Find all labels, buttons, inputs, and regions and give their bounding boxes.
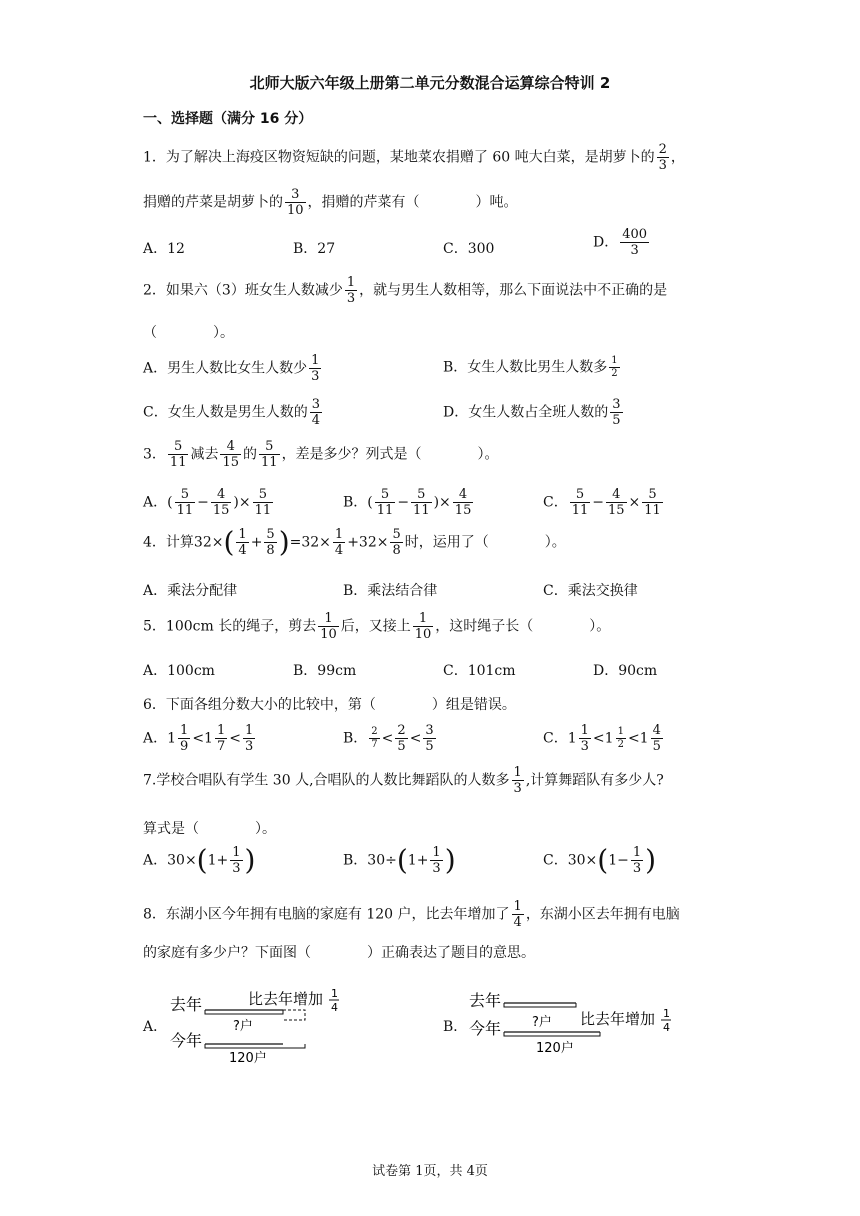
q5-option-c[interactable]: C．101cm	[443, 663, 516, 679]
label-120: 120户	[229, 1051, 267, 1066]
q1-fraction2: $\frac{3}{10}$	[287, 187, 304, 218]
label-last-year: 去年	[469, 991, 502, 1010]
q1-text: 1．为了解决上海疫区物资短缺的问题，某地菜农捐赠了 60 吨大白菜，是胡萝卜的	[143, 149, 655, 166]
label-unknown: ?户	[532, 1015, 552, 1030]
q4-option-c[interactable]: C．乘法交换律	[543, 583, 638, 599]
frac-den: 4	[331, 1001, 338, 1014]
q7-option-c[interactable]: C．30×(1− $\frac{1}{3}$ )	[543, 843, 657, 877]
q1-text2: 捐赠的芹菜是胡萝卜的	[143, 194, 283, 211]
q4-option-a[interactable]: A．乘法分配律	[143, 583, 238, 599]
q1-option-b[interactable]: B．27	[293, 241, 336, 257]
q5-option-d[interactable]: D．90cm	[593, 663, 658, 679]
q2-line1: 2．如果六（3）班女生人数减少 $\frac{1}{3}$ ，就与男生人数相等，那么下面说法中不正确的是	[143, 275, 668, 306]
q1-line2	[143, 188, 518, 217]
q5-stem: 5．100cm 长的绳子，剪去 $\frac{1}{10}$ 后，又接上 $\frac{1}{10}$ ，这时绳子长（ ）。	[143, 611, 611, 642]
q1-text3: ，捐赠的芹菜有（ ）吨。	[307, 194, 518, 211]
q7-option-b[interactable]: B．30÷(1+ $\frac{1}{3}$ )	[343, 843, 456, 877]
label-this-year: 今年	[170, 1031, 203, 1050]
q2-option-b[interactable]: B．女生人数比男生人数多 $\frac{1}{2}$	[443, 355, 618, 379]
q6-option-c[interactable]: C．1 $\frac{1}{3}$ <1 $\frac{1}{2}$ <1 $\frac{4}{5}$	[543, 723, 661, 754]
frac-num: 1	[331, 987, 338, 1000]
q8-diagram-b	[464, 986, 684, 1066]
q2-option-c[interactable]: C．女生人数是男生人数的 $\frac{3}{4}$	[143, 397, 320, 428]
label-last-year: 去年	[170, 995, 203, 1014]
q5-option-a[interactable]: A．100cm	[143, 663, 215, 679]
q8-line2: 的家庭有多少户？下面图（ ）正确表达了题目的意思。	[143, 945, 535, 961]
q8-diagram-a	[165, 986, 345, 1066]
q6-option-a[interactable]: A．1 $\frac{1}{9}$ <1 $\frac{1}{7}$ < $\frac{1}{3}$	[143, 723, 254, 754]
frac-den: 4	[663, 1021, 670, 1034]
q1-option-d[interactable]: D． $\frac{400}{3}$	[593, 227, 648, 258]
label-unknown: ?户	[233, 1019, 253, 1034]
q1-fraction: $\frac{2}{3}$	[658, 142, 667, 173]
q1-option-a[interactable]: A．12	[143, 241, 185, 257]
q8-option-a[interactable]: A．	[143, 1019, 168, 1035]
label-this-year: 今年	[469, 1019, 502, 1038]
q3-option-c[interactable]: C． $\frac{5}{11}$ − $\frac{4}{15}$ × $\frac{5}{11}$	[543, 487, 661, 518]
q7-option-a[interactable]: A．30×(1+ $\frac{1}{3}$ )	[143, 843, 256, 877]
q6-option-b[interactable]: B． $\frac{2}{7}$ < $\frac{2}{5}$ < $\frac{3}{5}$	[343, 723, 434, 754]
q4-option-b[interactable]: B．乘法结合律	[343, 583, 438, 599]
q1-option-c[interactable]: C．300	[443, 241, 495, 257]
q8-line1: 8．东湖小区今年拥有电脑的家庭有 120 户，比去年增加了 $\frac{1}{4}$ ，东湖小区去年拥有电脑	[143, 899, 680, 930]
q2-option-d[interactable]: D．女生人数占全班人数的 $\frac{3}{5}$	[443, 397, 621, 428]
q8-option-b[interactable]: B．	[443, 1019, 468, 1035]
label-increase: 比去年增加	[580, 1010, 656, 1028]
q7-line2: 算式是（ ）。	[143, 821, 276, 837]
page-title: 北师大版六年级上册第二单元分数混合运算综合特训 2	[249, 74, 611, 92]
q3-option-b[interactable]: B．( $\frac{5}{11}$ − $\frac{5}{11}$ )× $\frac{4}{15}$	[343, 487, 472, 518]
label-120: 120户	[536, 1041, 574, 1056]
q5-option-b[interactable]: B．99cm	[293, 663, 357, 679]
q3-option-a[interactable]: A．( $\frac{5}{11}$ − $\frac{4}{15}$ )× $\frac{5}{11}$	[143, 487, 272, 518]
q4-stem: 4．计算32×( $\frac{1}{4}$ + $\frac{5}{8}$ )=32× $\frac{1}{4}$ +32× $\frac{5}{8}$ 时，运用了（ ）。	[143, 525, 566, 559]
section-heading: 一、选择题（满分 16 分）	[143, 111, 313, 127]
frac-num: 1	[663, 1007, 670, 1020]
q6-stem: 6．下面各组分数大小的比较中，第（ ）组是错误。	[143, 697, 516, 713]
q2-option-a[interactable]: A．男生人数比女生人数少 $\frac{1}{3}$	[143, 353, 320, 384]
q7-line1: 7.学校合唱队有学生 30 人,合唱队的人数比舞蹈队的人数多 $\frac{1}{3}$ ,计算舞蹈队有多少人?	[143, 765, 664, 796]
label-increase: 比去年增加	[248, 990, 324, 1008]
page-footer: 试卷第 1页，共 4页	[372, 1164, 488, 1179]
q3-stem: 3． $\frac{5}{11}$ 减去 $\frac{4}{15}$ 的 $\frac{5}{11}$ ，差是多少？列式是（ ）。	[143, 439, 499, 470]
q1-line1: 1．为了解决上海疫区物资短缺的问题，某地菜农捐赠了 60 吨大白菜，是胡萝卜的 $\frac{2}{3}$ ，	[143, 142, 685, 173]
q2-line2: （ ）。	[143, 325, 234, 341]
